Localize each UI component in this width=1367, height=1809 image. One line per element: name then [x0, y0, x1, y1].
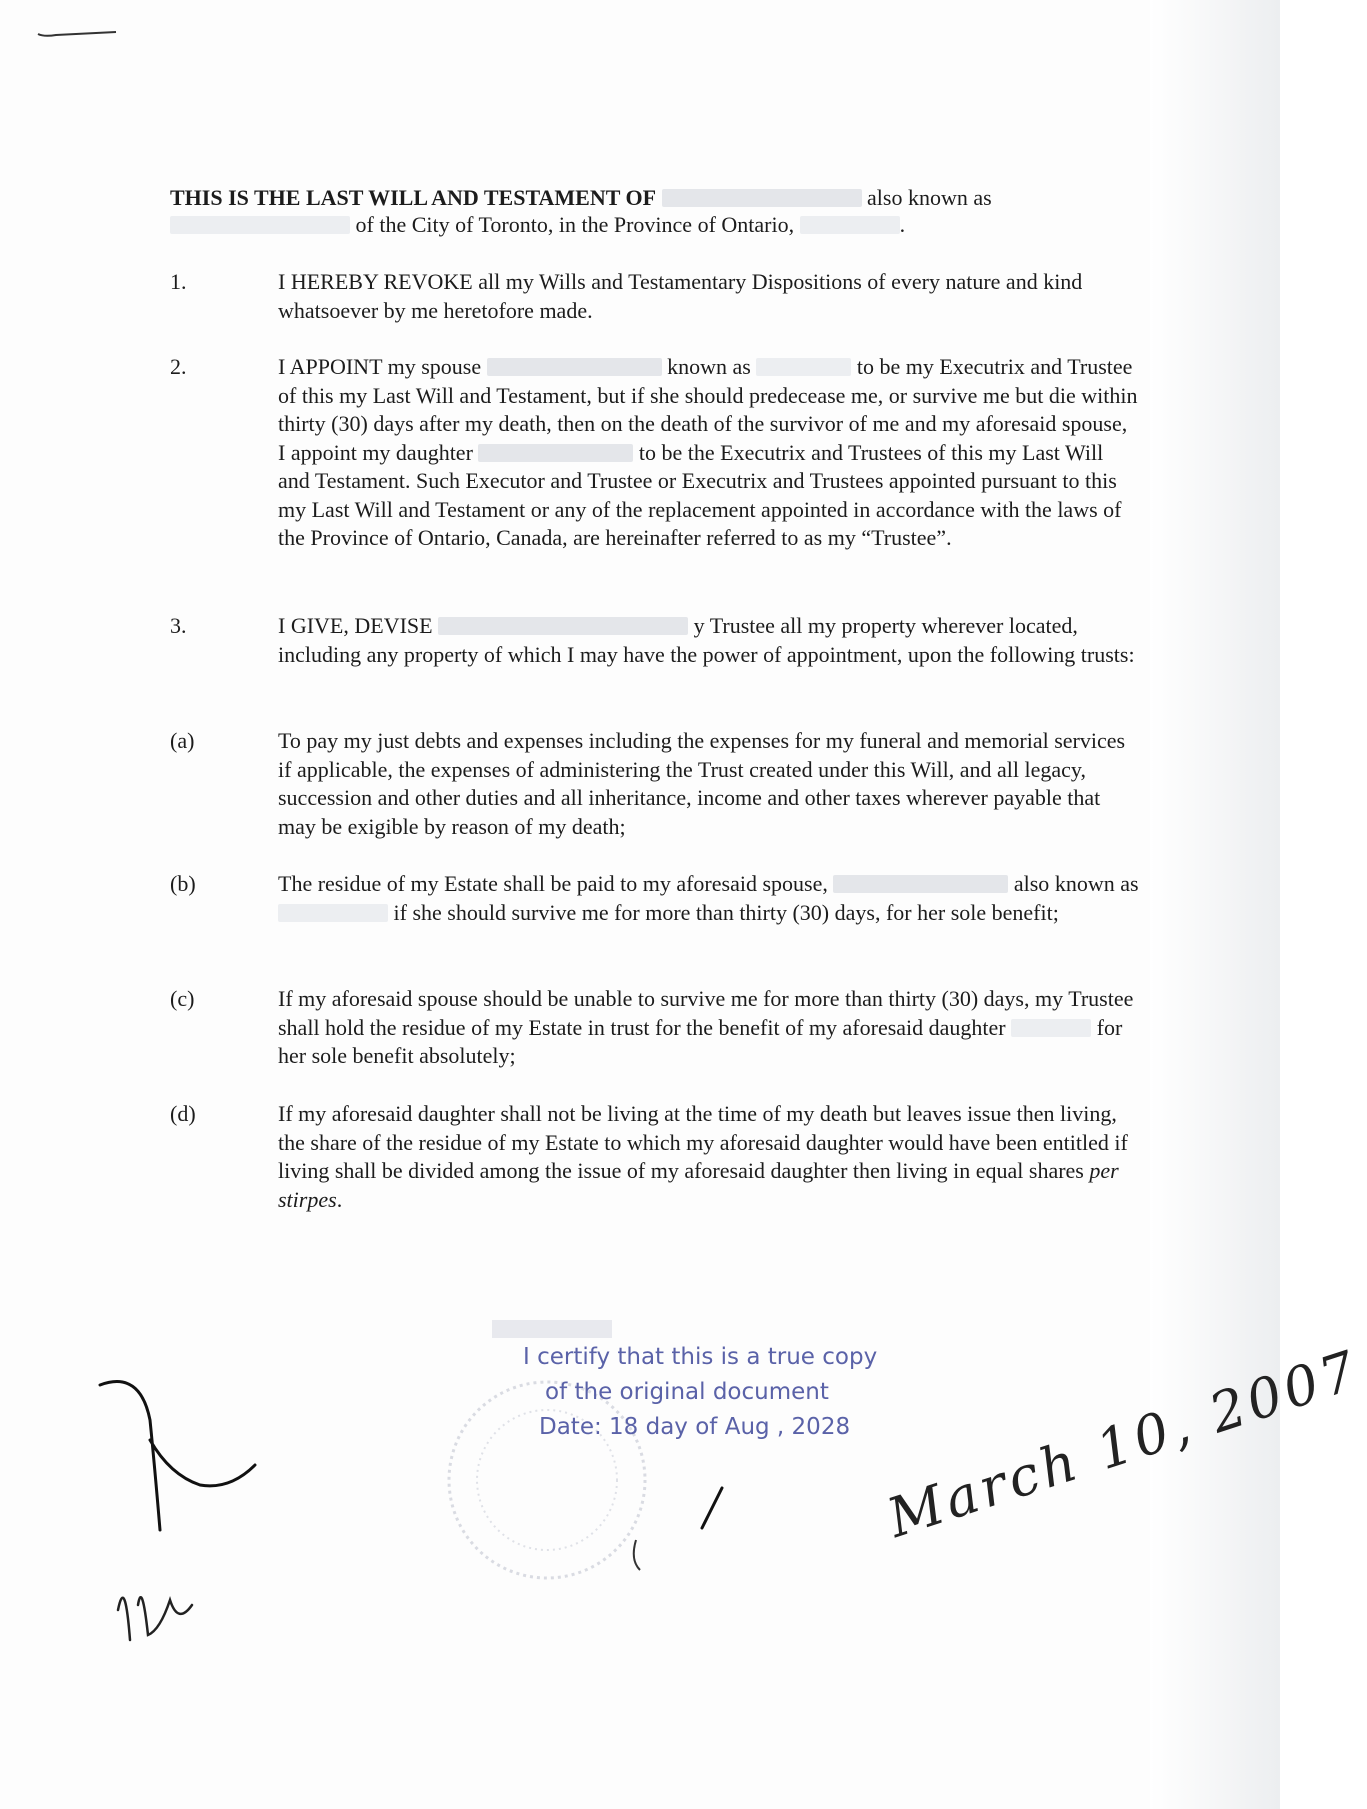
clause-number: (b) — [170, 871, 196, 896]
clause-text — [278, 1100, 1140, 1214]
clause-text-end: for her sole benefit absolutely; — [278, 1014, 1123, 1068]
clause-c — [170, 985, 1140, 1071]
clause-number: 1. — [170, 269, 187, 294]
redacted-text — [438, 617, 688, 635]
certification-stamp — [515, 1340, 878, 1445]
clause-number: (a) — [170, 728, 195, 753]
title-residence: of the City of Toronto, in the Province of Ontario, — [355, 212, 795, 237]
clause-a — [170, 727, 1140, 841]
clause-number: 3. — [170, 613, 187, 638]
clause-number: (c) — [170, 986, 195, 1011]
redacted-name — [170, 216, 350, 234]
clause-text-end: . — [336, 1186, 343, 1212]
clause-lead-end: y Trustee all my property wherever located, — [693, 613, 1078, 638]
clause-text — [278, 353, 1140, 553]
redacted-country — [800, 216, 900, 234]
clause-b — [170, 870, 1140, 927]
clause-lead-end: known as — [667, 354, 751, 379]
signature-scrawl — [100, 1382, 255, 1530]
clause-text-italic: per stirpes — [278, 1158, 1119, 1212]
redacted-name — [1011, 1019, 1091, 1037]
clause-lead-end: also — [1013, 871, 1050, 896]
redacted-name — [478, 444, 633, 462]
title-period: . — [899, 212, 906, 237]
clause-2 — [170, 353, 1140, 553]
certification-date: Date: 18 day of Aug , 2028 — [539, 1414, 851, 1440]
clause-body: known as — [1054, 871, 1139, 896]
clause-body2: to be the Executrix and Trustees of this my Last Will and Testament. Such Executor and Trustee or Executrix and Trustees appointed pursuant to this my Last Will and Testament or any of the replacement appointed in accordance with the laws of the Province of Ontario, Canada, are hereinafter referred to as my “Trustee”. — [278, 439, 1122, 550]
clause-text: I HEREBY REVOKE all my Wills and Testamentary Dispositions of every nature and kind whatsoever by me heretofore made. — [278, 269, 1083, 323]
clause-text-main: If my aforesaid spouse should be unable to survive me for more than thirty (30) days, my Trustee shall hold the residue of my Estate in trust for the benefit of my aforesaid daughter — [278, 986, 1134, 1040]
clause-lead-end2: to be my — [856, 354, 934, 379]
scan-shadow-edge — [1150, 0, 1280, 1809]
clause-number: 2. — [170, 354, 187, 379]
clause-number: (d) — [170, 1101, 196, 1126]
title-aka: also known as — [867, 185, 992, 210]
clause-body2: if she should survive me for more than thirty (30) days, for her sole benefit; — [393, 899, 1059, 925]
clause-3 — [170, 612, 1140, 669]
certification-line-1: I certify that this is a true copy — [523, 1344, 878, 1370]
clause-text: To pay my just debts and expenses including the expenses for my funeral and memorial services if applicable, the expenses of administering the Trust created under this Will, and all legacy, succession and other duties and all inheritance, income and other taxes wherever payable that may be exigible by reason of my death; — [278, 728, 1126, 839]
clause-text-main: If my aforesaid daughter shall not be living at the time of my death but leaves issue then living, the share of the residue of my Estate to which my aforesaid daughter would have been entitled if living shall be divided among the issue of my aforesaid daughter then living in equal shares — [278, 1101, 1128, 1183]
certification-line-2: of the original document — [545, 1379, 829, 1405]
redacted-name — [662, 189, 862, 207]
clause-d — [170, 1100, 1140, 1214]
signature-slash — [702, 1488, 722, 1528]
redacted-name — [487, 358, 662, 376]
redacted-name — [278, 904, 388, 922]
clause-text — [278, 870, 1140, 927]
clause-body: including any property of which I may have the power of appointment, upon the following trusts: — [278, 641, 1135, 667]
initials — [118, 1597, 192, 1640]
clause-body: Executrix and Trustee of this my Last Will and Testament, but if she should predecease me, or survive me but die within thirty (30) days after my death, then on the death of the survivor of me and my aforesaid spouse, I appoint my daughter — [278, 354, 1138, 465]
handwritten-date: March 10, 2007 — [880, 1337, 1367, 1550]
clause-text — [278, 612, 1140, 669]
redacted-name — [833, 875, 1008, 893]
clause-1 — [170, 268, 1140, 325]
pen-mark — [36, 28, 118, 38]
redacted-name — [756, 358, 851, 376]
will-title — [170, 184, 1120, 238]
clause-text — [278, 985, 1140, 1071]
clause-lead: The residue of my Estate shall be paid to my aforesaid spouse, — [278, 871, 828, 896]
clause-lead: I GIVE, DEVISE — [278, 613, 433, 638]
title-heading: THIS IS THE LAST WILL AND TESTAMENT OF — [170, 185, 657, 210]
clause-lead: I APPOINT my spouse — [278, 354, 482, 379]
